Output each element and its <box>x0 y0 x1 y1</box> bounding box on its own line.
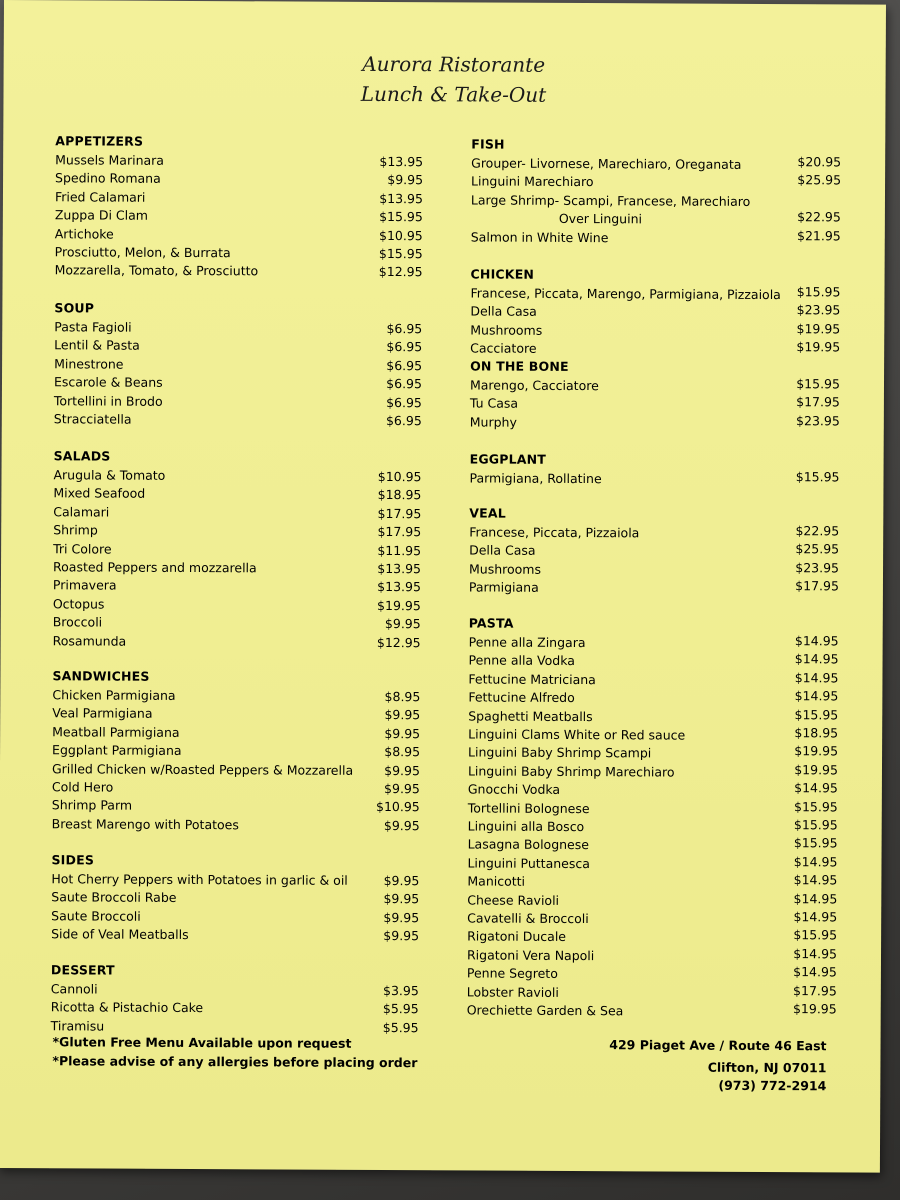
menu-item-name: Penne alla Vodka <box>468 652 575 669</box>
menu-item-price: $21.95 <box>796 227 841 243</box>
address-street: 429 Piaget Ave / Route 46 East <box>609 1037 827 1054</box>
menu-item-name: Grilled Chicken w/Roasted Peppers & Mozzarella <box>51 760 354 778</box>
menu-item-price: $15.95 <box>379 209 423 225</box>
menu-item-name: Gnocchi Vodka <box>467 781 561 798</box>
menu-item-price: $14.95 <box>793 945 838 962</box>
menu-item-name: Della Casa <box>470 303 537 320</box>
menu-item-name: Murphy <box>469 414 517 430</box>
menu-item-price: $14.95 <box>794 688 839 704</box>
menu-item-price: $5.95 <box>382 1019 419 1035</box>
menu-item-price: $10.95 <box>377 468 422 485</box>
menu-item-price: $13.95 <box>377 579 421 595</box>
menu-item-price: $22.95 <box>795 523 840 539</box>
menu-item-name: Linguini alla Bosco <box>467 818 585 835</box>
menu-item-name: Mussels Marinara <box>55 152 165 168</box>
menu-item-name: Parmigiana, Rollatine <box>469 470 602 487</box>
menu-item-name: Large Shrimp- Scampi, Francese, Marechiaro <box>470 192 751 209</box>
menu-item-price: $12.95 <box>376 634 421 650</box>
menu-item-name: Octopus <box>52 596 105 612</box>
menu-item-price: $9.95 <box>383 872 420 889</box>
menu-item-name: Penne Segreto <box>466 965 558 982</box>
menu-item-price: $23.95 <box>796 412 840 429</box>
menu-item-price: $14.95 <box>793 890 838 906</box>
menu-item-price: $9.95 <box>384 762 421 778</box>
menu-item-name: Prosciutto, Melon, & Burrata <box>54 244 231 261</box>
menu-item-name: Linguini Baby Shrimp Marechiaro <box>467 763 675 780</box>
menu-item-name: Pasta Fagioli <box>54 319 132 335</box>
menu-item-name: Francese, Piccata, Pizzaiola <box>469 524 640 541</box>
menu-item-price: $15.95 <box>793 817 838 833</box>
menu-item-price: $14.95 <box>794 651 839 667</box>
menu-item-price: $8.95 <box>384 689 421 705</box>
menu-item-price: $17.95 <box>377 505 422 521</box>
menu-item-name: Rosamunda <box>52 632 127 649</box>
menu-item-price: $19.95 <box>377 597 421 613</box>
section-title-eggplant: EGGPLANT <box>469 451 547 467</box>
menu-item-price: $9.95 <box>383 909 420 925</box>
section-title-veal: VEAL <box>469 505 507 521</box>
address-phone: (973) 772-2914 <box>718 1077 827 1094</box>
section-title-sides: SIDES <box>51 852 95 868</box>
menu-item-price: $9.95 <box>384 707 421 723</box>
menu-item-name: Minestrone <box>54 356 124 372</box>
menu-item-price: $10.95 <box>375 799 420 815</box>
menu-item-name: Cold Hero <box>51 779 114 795</box>
menu-item-name: Della Casa <box>469 542 536 559</box>
restaurant-name: Aurora Ristorante <box>362 51 546 77</box>
menu-item-name: Tri Colore <box>53 540 112 557</box>
gluten-note: *Gluten Free Menu Available upon request <box>52 1034 352 1051</box>
menu-item-name: Ricotta & Pistachio Cake <box>50 999 204 1016</box>
menu-item-price: $6.95 <box>386 376 423 392</box>
menu-item-price: $8.95 <box>384 744 421 760</box>
section-title-fish: FISH <box>471 136 505 152</box>
menu-item-name: Penne alla Zingara <box>468 634 586 651</box>
menu-item-name: Shrimp <box>53 522 98 538</box>
menu-item-name: Zuppa Di Clam <box>54 207 149 223</box>
menu-item-price: $15.95 <box>794 798 838 814</box>
menu-item-name: Salmon in White Wine <box>470 229 609 245</box>
menu-item-name: Fettucine Matriciana <box>468 671 596 687</box>
menu-item-price: $3.95 <box>382 982 419 999</box>
menu-item-price: $15.95 <box>794 706 839 722</box>
menu-item-name: Lasagna Bolognese <box>467 836 590 853</box>
menu-item-name: Stracciatella <box>53 411 132 427</box>
menu-item-price: $17.95 <box>796 394 840 410</box>
menu-item-price: $10.95 <box>378 227 423 243</box>
menu-item-name: Fried Calamari <box>54 189 146 205</box>
menu-item-price: $9.95 <box>383 928 420 944</box>
menu-item-name: Manicotti <box>467 873 526 889</box>
menu-item-name: Escarole & Beans <box>53 374 163 391</box>
menu-item-price: $14.95 <box>794 780 838 796</box>
section-title-pasta: PASTA <box>468 615 514 631</box>
menu-item-name: Veal Parmigiana <box>52 705 153 722</box>
menu-item-price: $6.95 <box>385 413 422 429</box>
menu-item-name: Rigatoni Vera Napoli <box>466 947 595 963</box>
menu-item-price: $6.95 <box>386 339 423 355</box>
menu-subtitle: Lunch & Take-Out <box>360 81 547 107</box>
section-title-salads: SALADS <box>53 448 111 464</box>
menu-item-price: $6.95 <box>386 321 423 337</box>
menu-item-price: $19.95 <box>794 761 839 778</box>
menu-item-name: Rigatoni Ducale <box>467 928 567 945</box>
menu-item-name: Linguini Puttanesca <box>467 855 590 871</box>
menu-item-price: $9.95 <box>383 817 420 833</box>
menu-item-name: Mushrooms <box>468 561 542 577</box>
menu-item-price: $5.95 <box>382 1001 419 1017</box>
menu-item-name: Over Linguini <box>558 211 643 227</box>
menu-item-name: Artichoke <box>54 225 114 242</box>
menu-item-name: Saute Broccoli <box>51 908 141 924</box>
menu-item-price: $15.95 <box>793 835 838 851</box>
menu-item-name: Linguini Clams White or Red sauce <box>468 726 686 743</box>
menu-item-name: Side of Veal Meatballs <box>51 926 189 943</box>
menu-item-price: $15.95 <box>793 927 838 943</box>
menu-item-name: Hot Cherry Peppers with Potatoes in garlic & oil <box>51 871 348 888</box>
section-title-appetizers: APPETIZERS <box>55 133 144 149</box>
section-title-soup: SOUP <box>54 300 95 316</box>
menu-item-name: Shrimp Parm <box>51 797 133 814</box>
menu-item-price: $18.95 <box>377 487 422 503</box>
menu-item-name: Linguini Baby Shrimp Scampi <box>468 744 652 761</box>
menu-item-name: Mixed Seafood <box>53 485 146 502</box>
menu-item-price: $13.95 <box>379 190 424 206</box>
menu-item-price: $9.95 <box>387 172 424 188</box>
menu-item-price: $18.95 <box>794 725 839 741</box>
menu-item-name: Tortellini Bolognese <box>467 800 590 816</box>
menu-item-price: $25.95 <box>797 172 842 188</box>
menu-item-price: $19.95 <box>796 339 841 355</box>
menu-item-price: $14.95 <box>793 872 838 888</box>
menu-item-name: Cavatelli & Broccoli <box>467 910 589 927</box>
menu-item-name: Spedino Romana <box>55 170 161 187</box>
menu-item-price: $9.95 <box>383 891 420 907</box>
menu-item-name: Cheese Ravioli <box>467 892 560 908</box>
menu-item-name: Breast Marengo with Potatoes <box>51 816 239 833</box>
menu-item-name: Grouper- Livornese, Marechiaro, Oreganata <box>471 155 742 172</box>
menu-item-price: $19.95 <box>796 320 841 337</box>
menu-item-price: $9.95 <box>384 725 421 741</box>
menu-item-name: Orechiette Garden & Sea <box>466 1002 624 1019</box>
menu-item-name: Linguini Marechiaro <box>471 173 594 190</box>
menu-item-name: Chicken Parmigiana <box>52 687 176 703</box>
menu-item-price: $6.95 <box>386 357 423 373</box>
menu-item-price: $14.95 <box>793 964 837 980</box>
menu-item-name: Tortellini in Brodo <box>53 392 163 409</box>
menu-item-price: $14.95 <box>793 853 838 870</box>
section-title-on-the-bone: ON THE BONE <box>470 358 569 374</box>
section-title-chicken: CHICKEN <box>470 266 535 282</box>
menu-item-price: $23.95 <box>795 559 840 576</box>
menu-item-price: $11.95 <box>377 542 422 558</box>
menu-item-name: Broccoli <box>52 614 103 630</box>
menu-item-name: Cannoli <box>50 981 98 997</box>
menu-item-name: Calamari <box>53 504 110 520</box>
menu-item-name: Eggplant Parmigiana <box>52 742 182 759</box>
menu-item-price: $12.95 <box>378 264 423 280</box>
menu-item-name: Primavera <box>52 577 117 593</box>
menu-item-name: Saute Broccoli Rabe <box>51 889 177 906</box>
menu-item-name: Francese, Piccata, Marengo, Parmigiana, Pizzaiola <box>470 285 781 303</box>
menu-item-price: $15.95 <box>795 469 840 485</box>
menu-item-name: Fettucine Alfredo <box>468 689 575 706</box>
menu-item-price: $14.95 <box>794 669 839 686</box>
menu-item-name: Spaghetti Meatballs <box>468 708 593 724</box>
menu-item-price: $17.95 <box>795 578 839 594</box>
menu-item-name: Roasted Peppers and mozzarella <box>52 559 257 576</box>
menu-item-price: $15.95 <box>796 284 841 300</box>
menu-item-price: $19.95 <box>792 1001 837 1017</box>
menu-item-price: $15.95 <box>796 376 841 392</box>
menu-item-name: Parmigiana <box>468 579 539 595</box>
menu-item-price: $9.95 <box>384 781 420 797</box>
menu-item-price: $17.95 <box>377 524 422 540</box>
menu-item-price: $15.95 <box>378 245 423 262</box>
menu-item-price: $25.95 <box>795 541 840 557</box>
allergy-note: *Please advise of any allergies before placing order <box>52 1053 418 1071</box>
menu-item-name: Mushrooms <box>470 322 543 338</box>
menu-item-name: Arugula & Tomato <box>53 467 166 483</box>
menu-item-price: $6.95 <box>386 394 422 410</box>
menu-item-name: Lobster Ravioli <box>466 984 559 1000</box>
address-city: Clifton, NJ 07011 <box>707 1059 827 1076</box>
menu-item-price: $19.95 <box>794 743 839 759</box>
section-title-sandwiches: SANDWICHES <box>52 668 150 684</box>
menu-item-price: $13.95 <box>379 153 424 170</box>
menu-item-name: Tiramisu <box>50 1018 105 1034</box>
menu-item-price: $9.95 <box>384 616 421 632</box>
section-title-dessert: DESSERT <box>50 962 115 978</box>
menu-item-name: Cacciatore <box>470 340 537 356</box>
menu-item-price: $13.95 <box>377 560 422 577</box>
menu-item-price: $22.95 <box>797 209 841 225</box>
menu-item-price: $17.95 <box>793 982 837 998</box>
menu-item-name: Marengo, Cacciatore <box>469 377 599 394</box>
menu-item-price: $23.95 <box>796 302 841 318</box>
menu-item-price: $14.95 <box>793 909 838 925</box>
menu-item-name: Meatball Parmigiana <box>52 724 180 740</box>
menu-item-name: Lentil & Pasta <box>54 337 140 354</box>
menu-item-name: Mozzarella, Tomato, & Prosciutto <box>54 262 259 279</box>
menu-item-name: Tu Casa <box>469 395 519 412</box>
menu-item-price: $20.95 <box>797 154 842 170</box>
menu-item-price: $14.95 <box>794 633 839 649</box>
